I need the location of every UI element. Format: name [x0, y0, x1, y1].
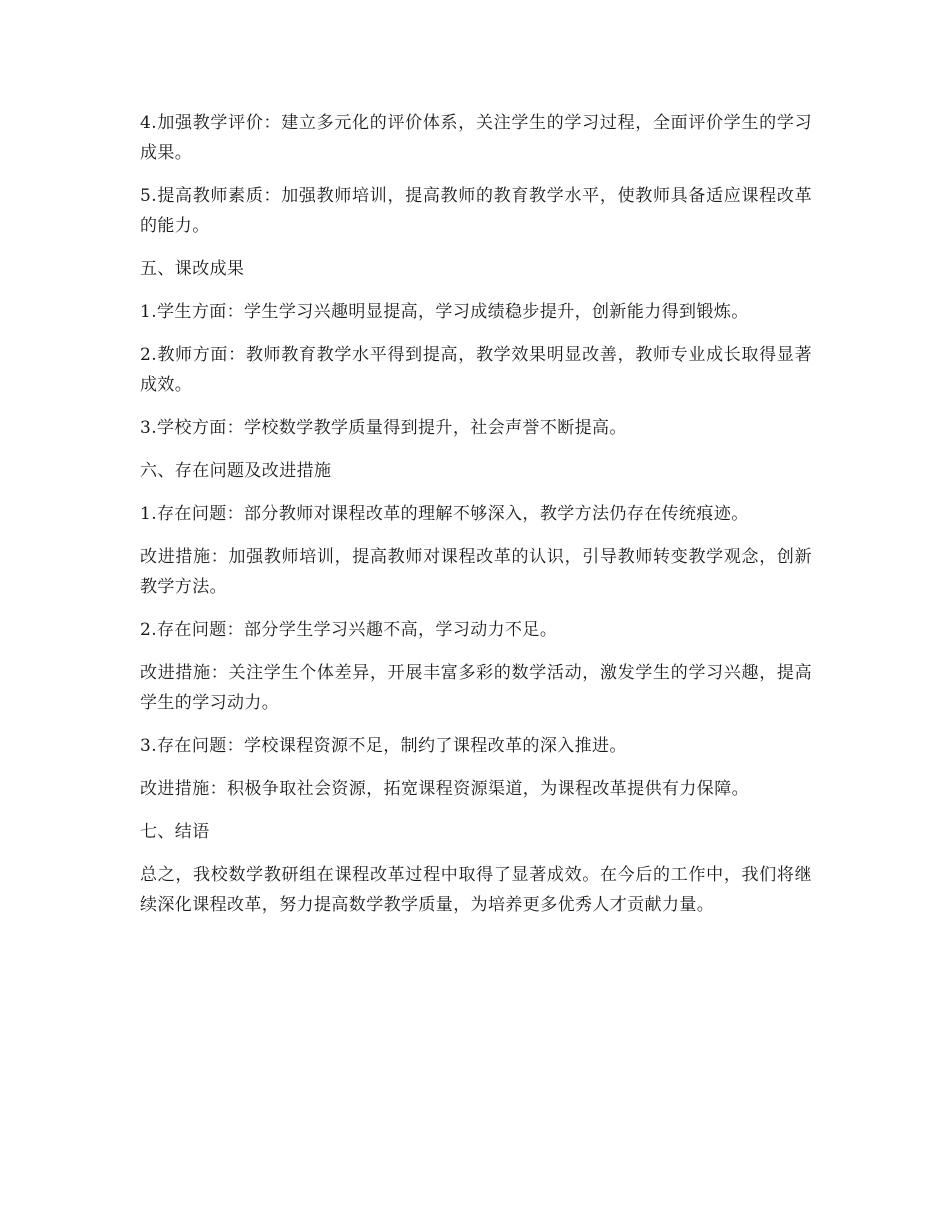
paragraph-conclusion: 总之，我校数学教研组在课程改革过程中取得了显著成效。在今后的工作中，我们将继续深化课程改革，努力提高数学教学质量，为培养更多优秀人才贡献力量。 [140, 865, 812, 915]
section-heading-results: 五、课改成果 [140, 259, 245, 279]
paragraph-measure-3: 改进措施：积极争取社会资源，拓宽课程资源渠道，为课程改革提供有力保障。 [140, 779, 749, 799]
paragraph-problem-2: 2.存在问题：部分学生学习兴趣不高，学习动力不足。 [140, 620, 558, 640]
paragraph-teachers: 2.教师方面：教师教育教学水平得到提高，教学效果明显改善，教师专业成长取得显著成效。 [140, 345, 812, 395]
paragraph-measure-1: 改进措施：加强教师培训，提高教师对课程改革的认识，引导教师转变教学观念，创新教学方法。 [140, 547, 812, 597]
paragraph-school: 3.学校方面：学校数学教学质量得到提升，社会声誉不断提高。 [140, 418, 627, 438]
paragraph-problem-1: 1.存在问题：部分教师对课程改革的理解不够深入，教学方法仍存在传统痕迹。 [140, 504, 749, 524]
section-heading-conclusion: 七、结语 [140, 822, 210, 842]
paragraph-evaluation: 4.加强教学评价：建立多元化的评价体系，关注学生的学习过程，全面评价学生的学习成果。 [140, 113, 812, 163]
section-heading-problems: 六、存在问题及改进措施 [140, 461, 332, 481]
paragraph-students: 1.学生方面：学生学习兴趣明显提高，学习成绩稳步提升，创新能力得到锻炼。 [140, 302, 749, 322]
paragraph-measure-2: 改进措施：关注学生个体差异，开展丰富多彩的数学活动，激发学生的学习兴趣，提高学生的学习动力。 [140, 663, 812, 713]
paragraph-problem-3: 3.存在问题：学校课程资源不足，制约了课程改革的深入推进。 [140, 736, 627, 756]
paragraph-teacher-quality: 5.提高教师素质：加强教师培训，提高教师的教育教学水平，使教师具备适应课程改革的能力。 [140, 186, 812, 236]
document-page [140, 108, 812, 933]
